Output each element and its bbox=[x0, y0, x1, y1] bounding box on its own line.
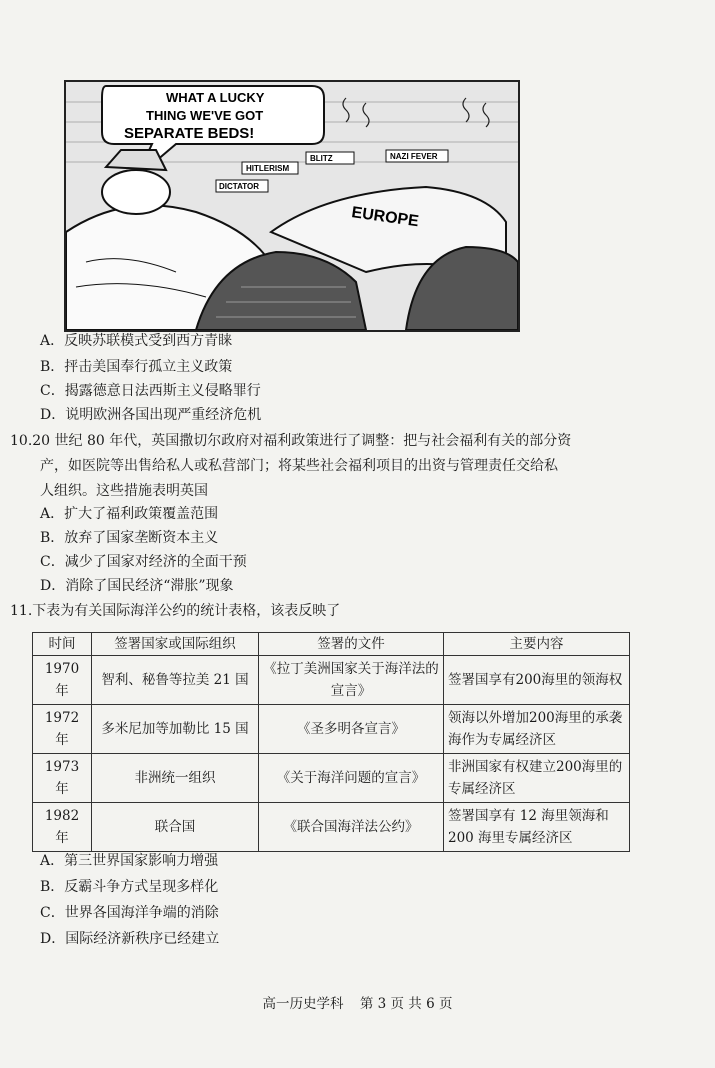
q11-stem: 11.下表为有关国际海洋公约的统计表格，该表反映了 bbox=[10, 603, 341, 619]
cell-signatory: 多米尼加等加勒比 15 国 bbox=[92, 705, 259, 754]
cell-content: 签署国享有 12 海里领海和 200 海里专属经济区 bbox=[444, 803, 630, 852]
bubble-text-3: SEPARATE BEDS! bbox=[124, 125, 255, 142]
header-signatory: 签署国家或国际组织 bbox=[92, 633, 259, 656]
cell-signatory: 联合国 bbox=[92, 803, 259, 852]
cell-document: 《关于海洋问题的宣言》 bbox=[259, 754, 444, 803]
q10-stem-line-3: 人组织。这些措施表明英国 bbox=[40, 483, 208, 499]
bubble-text-2: THING WE'VE GOT bbox=[146, 108, 264, 123]
header-content: 主要内容 bbox=[444, 633, 630, 656]
cell-content: 签署国享有200海里的领海权 bbox=[444, 656, 630, 705]
table-header-row bbox=[33, 633, 630, 656]
q10-option-b: B．放弃了国家垄断资本主义 bbox=[40, 530, 219, 546]
sign-blitz: BLITZ bbox=[310, 154, 333, 163]
page-footer bbox=[0, 992, 715, 1012]
q11-option-b: B．反霸斗争方式呈现多样化 bbox=[40, 879, 219, 895]
cell-content: 领海以外增加200海里的承袭海作为专属经济区 bbox=[444, 705, 630, 754]
table-row bbox=[33, 803, 630, 852]
table-row bbox=[33, 754, 630, 803]
political-cartoon bbox=[64, 80, 520, 332]
footer-page-number: 第 3 页 共 6 页 bbox=[359, 996, 453, 1012]
q10-stem-line-1: 10.20 世纪 80 年代，英国撒切尔政府对福利政策进行了调整：把与社会福利有关的部分资 bbox=[10, 433, 572, 449]
q9-option-d: D．说明欧洲各国出现严重经济危机 bbox=[40, 407, 262, 423]
q9-option-a: A．反映苏联模式受到西方青睐 bbox=[40, 333, 233, 349]
sign-dictator: DICTATOR bbox=[219, 182, 259, 191]
bubble-text-1: WHAT A LUCKY bbox=[166, 90, 265, 105]
q11-option-d: D．国际经济新秩序已经建立 bbox=[40, 931, 220, 947]
q10-option-d: D．消除了国民经济“滞胀”现象 bbox=[40, 578, 234, 594]
header-document: 签署的文件 bbox=[259, 633, 444, 656]
q10-stem-line-2: 产，如医院等出售给私人或私营部门；将某些社会福利项目的出资与管理责任交给私 bbox=[40, 458, 558, 474]
q10-option-c: C．减少了国家对经济的全面干预 bbox=[40, 554, 247, 570]
table-row bbox=[33, 656, 630, 705]
table-row bbox=[33, 705, 630, 754]
q10-option-a: A．扩大了福利政策覆盖范围 bbox=[40, 506, 219, 522]
cell-time: 1972 年 bbox=[33, 705, 92, 754]
cell-document: 《圣多明各宣言》 bbox=[259, 705, 444, 754]
sign-hitlerism: HITLERISM bbox=[246, 164, 290, 173]
cell-document: 《拉丁美洲国家关于海洋法的宣言》 bbox=[259, 656, 444, 705]
treaty-table bbox=[32, 632, 630, 852]
cell-time: 1982 年 bbox=[33, 803, 92, 852]
footer-subject: 高一历史学科 bbox=[262, 996, 344, 1012]
cell-signatory: 非洲统一组织 bbox=[92, 754, 259, 803]
sign-nazi: NAZI FEVER bbox=[390, 152, 438, 161]
cell-time: 1970 年 bbox=[33, 656, 92, 705]
europe-label: EUROPE bbox=[350, 204, 420, 231]
header-time: 时间 bbox=[33, 633, 92, 656]
q9-option-b: B．抨击美国奉行孤立主义政策 bbox=[40, 359, 233, 375]
cell-document: 《联合国海洋法公约》 bbox=[259, 803, 444, 852]
cell-signatory: 智利、秘鲁等拉美 21 国 bbox=[92, 656, 259, 705]
q9-option-c: C．揭露德意日法西斯主义侵略罪行 bbox=[40, 383, 261, 399]
q11-option-c: C．世界各国海洋争端的消除 bbox=[40, 905, 219, 921]
cell-time: 1973 年 bbox=[33, 754, 92, 803]
cell-content: 非洲国家有权建立200海里的专属经济区 bbox=[444, 754, 630, 803]
q11-option-a: A．第三世界国家影响力增强 bbox=[40, 853, 219, 869]
